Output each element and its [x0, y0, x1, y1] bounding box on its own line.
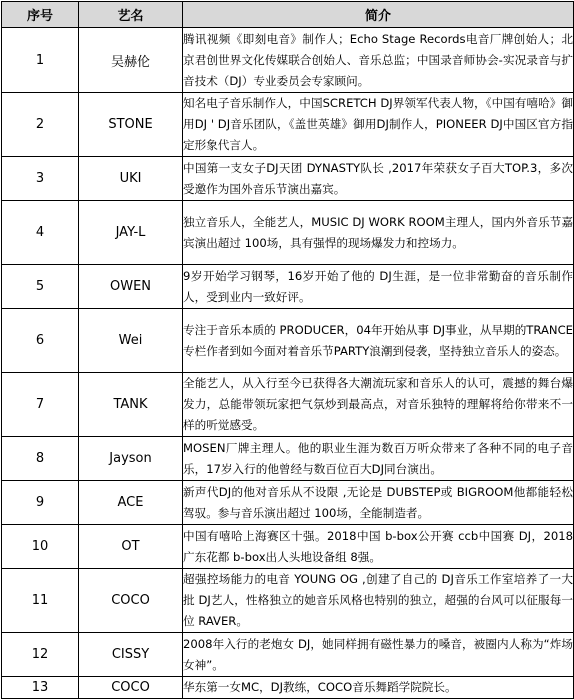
table-row	[2, 481, 574, 525]
artist-description: 专注于音乐本质的 PRODUCER，04年开始从事 DJ事业，从早期的TRANCE专栏作者到如今面对着音乐节PARTY浪潮到侵袭，坚持独立音乐人的姿态。	[183, 309, 574, 373]
row-number: 6	[2, 309, 79, 373]
artist-description: 独立音乐人，全能艺人，MUSIC DJ WORK ROOM主理人，国内外音乐节嘉宾演出超过 100场，具有强悍的现场爆发力和控场力。	[183, 201, 574, 265]
table-header	[2, 2, 574, 28]
artist-description: 中国有嘻哈上海赛区十强。2018中国 b-box公开赛 ccb中国赛 DJ，2018广东花都 b-box出人头地设备组 8强。	[183, 525, 574, 569]
table-row	[2, 265, 574, 309]
artist-description: 华东第一女MC，DJ教练，COCO音乐舞蹈学院院长。	[183, 677, 574, 699]
table-row	[2, 309, 574, 373]
artist-description: 腾讯视频《即刻电音》制作人；Echo Stage Records电音厂牌创始人；北京君创世界文化传媒联合创始人、音乐总监；中国录音师协会-实况录音与扩音技术（DJ）专业委员会专家顾问。	[183, 28, 574, 93]
table-row	[2, 201, 574, 265]
table-body	[2, 28, 574, 699]
artist-table	[1, 1, 574, 699]
artist-description: 新声代DJ的他对音乐从不设限 ,无论是 DUBSTEP或 BIGROOM他都能轻松驾驭。参与音乐演出超过 100场，全能制造者。	[183, 481, 574, 525]
row-number: 13	[2, 677, 79, 699]
artist-name: CISSY	[79, 633, 183, 677]
table-row	[2, 28, 574, 93]
row-number: 3	[2, 157, 79, 201]
artist-name: UKI	[79, 157, 183, 201]
header-stage-name: 艺名	[79, 2, 183, 28]
header-introduction: 简介	[183, 2, 574, 28]
table-row	[2, 157, 574, 201]
row-number: 12	[2, 633, 79, 677]
artist-name: OT	[79, 525, 183, 569]
artist-description: 全能艺人，从入行至今已获得各大潮流玩家和音乐人的认可，震撼的舞台爆发力，总能带领玩家把气氛炒到最高点，对音乐独特的理解将给你带来不一样的听觉感受。	[183, 373, 574, 437]
row-number: 9	[2, 481, 79, 525]
artist-description: 超强控场能力的电音 YOUNG OG ,创建了自己的 DJ音乐工作室培养了一大批 DJ艺人，性格独立的她音乐风格也特别的独立，超强的台风可以征服每一位 RAVER。	[183, 569, 574, 633]
table-row	[2, 569, 574, 633]
artist-name: 吴赫伦	[79, 28, 183, 93]
header-number: 序号	[2, 2, 79, 28]
table-row	[2, 373, 574, 437]
row-number: 11	[2, 569, 79, 633]
table-row	[2, 93, 574, 157]
header-row	[2, 2, 574, 28]
row-number: 10	[2, 525, 79, 569]
table-row	[2, 633, 574, 677]
table-row	[2, 677, 574, 699]
artist-name: COCO	[79, 677, 183, 699]
row-number: 7	[2, 373, 79, 437]
row-number: 2	[2, 93, 79, 157]
artist-description: MOSEN厂牌主理人。他的职业生涯为数百万听众带来了各种不同的电子音乐，17岁入行的他曾经与数百位百大DJ同台演出。	[183, 437, 574, 481]
artist-description: 中国第一支女子DJ天团 DYNASTY队长 ,2017年荣获女子百大TOP.3，多次受邀作为国外音乐节演出嘉宾。	[183, 157, 574, 201]
artist-name: JAY-L	[79, 201, 183, 265]
row-number: 8	[2, 437, 79, 481]
artist-description: 2008年入行的老炮女 DJ，她同样拥有磁性暴力的嗓音，被圈内人称为“炸场女神”。	[183, 633, 574, 677]
row-number: 1	[2, 28, 79, 93]
artist-name: COCO	[79, 569, 183, 633]
artist-name: Wei	[79, 309, 183, 373]
artist-name: STONE	[79, 93, 183, 157]
table-row	[2, 525, 574, 569]
artist-name: Jayson	[79, 437, 183, 481]
artist-name: ACE	[79, 481, 183, 525]
artist-name: TANK	[79, 373, 183, 437]
artist-description: 9岁开始学习钢琴，16岁开始了他的 DJ生涯，是一位非常勤奋的音乐制作人，受到业内一致好评。	[183, 265, 574, 309]
row-number: 4	[2, 201, 79, 265]
artist-name: OWEN	[79, 265, 183, 309]
table-row	[2, 437, 574, 481]
artist-description: 知名电子音乐制作人，中国SCRETCH DJ界领军代表人物，《中国有嘻哈》御用DJ ' DJ音乐团队，《盖世英雄》御用DJ制作人，PIONEER DJ中国区官方指定形象代言人。	[183, 93, 574, 157]
row-number: 5	[2, 265, 79, 309]
